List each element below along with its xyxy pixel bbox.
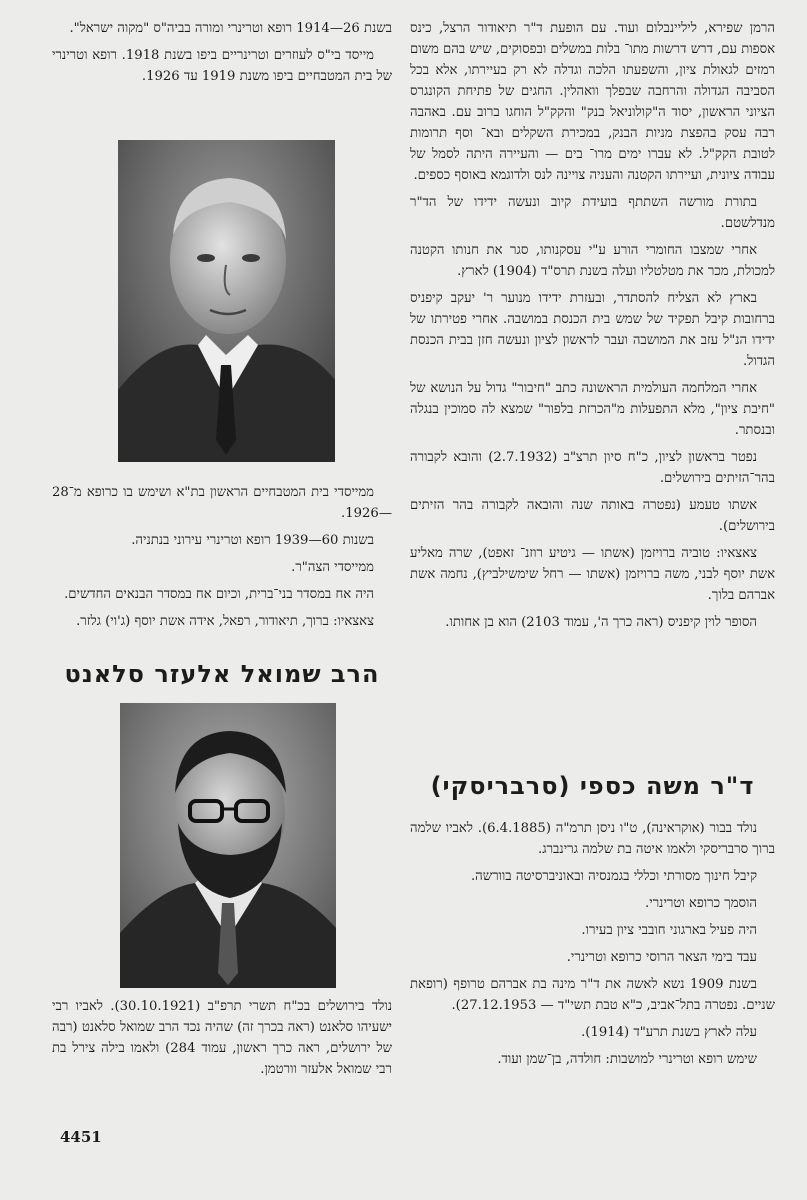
paragraph: נולד בבור (אוקראינה), ט"ו ניסן תרמ"ה (6.4.1885). לאביו שלמה ברוך סרבריסקי ולאמו איטה בת שלמה גרינברג. xyxy=(410,821,775,857)
paragraph: היה פעיל בארגוני חובבי ציון בעירו. xyxy=(581,923,757,938)
paragraph: בשנת 26—1914 רופא וטרינרי ומורה בביה"ס "מקוה ישראל". xyxy=(69,21,392,36)
paragraph: נפטר בראשון לציון, כ"ח סיון תרצ"ב (2.7.1932) והובא לקבורה בהר־הזיתים בירושלים. xyxy=(410,450,775,486)
paragraph: עלה לארץ בשנת תרע"ד (1914). xyxy=(581,1025,757,1040)
paragraph: בארץ לא הצליח להסתדר, ובעזרת ידידו מנוער ר' יעקב קיפניס ברחובות קיבל תפקיד של שמש בית הכנסת במושבה. אחרי פטירתו של ידידו הנ"ל עזב את המושבה ועבר לראשון לציון ונעשה חזן בבית הכנסת הגדול. xyxy=(410,291,775,369)
paragraph: שימש רופא וטרינרי למושבות: חולדה, בן־שמן ועוד. xyxy=(497,1052,757,1067)
paragraph: ממייסדי בית המטבחיים הראשון בת"א ושימש בו כרופא מ־28—1926. xyxy=(52,485,392,521)
paragraph: מייסד בי"ס לעוזרים וטרינריים ביפו בשנת 1918. רופא וטרינרי של בית המטבחיים ביפו משנת 1919 עד 1926. xyxy=(52,48,392,84)
paragraph: אחרי שמצבו החומרי הורע ע"י עסקנותו, סגר את חנותו הקטנה למכולת, מכר את מטלטליו ועלה בשנת תרס"ד (1904) לארץ. xyxy=(410,243,775,279)
paragraph: קיבל חינוך מסורתי וכללי בגמנסיה ובאוניברסיטה בוורשה. xyxy=(470,869,757,884)
portrait-photo-salant xyxy=(120,703,336,988)
left-column-middle xyxy=(52,482,392,638)
paragraph: הוסמך כרופא וטרינרי. xyxy=(645,896,757,911)
left-column-bottom xyxy=(52,996,392,1086)
left-column-top xyxy=(52,18,392,93)
paragraph: היה אח במסדר בני־ברית, וכיום אח במסדר הבנאים החדשים. xyxy=(64,587,374,602)
paragraph: נולד בירושלים בכ"ח תשרי תרפ"ב (30.10.1921). לאביו רבי ישעיהו סלאנט (ראה בכרך זה) שהיה נכד הרב שמואל סלאנט (רבה של ירושלים, ראה כרך ראשון, עמוד 284) ולאמו בילה צירל בת רבי שמואל אלעזר וורטמן. xyxy=(52,999,392,1077)
paragraph: צאצאיו: טוביה ברויזמן (אשתו — גיטיע רוזנ־ זאפט), שרה מאליע אשת יוסף לבני, משה ברויזמן (אשתו — רחל שימשילביץ), נחמה אשת אברהם בלוך. xyxy=(410,546,775,603)
paragraph: אחרי המלחמה העולמית הראשונה כתב "חיבור" גדול על הנושא של "חיבת ציון", מלא התפעלות מ"הכרזת בלפור" שמצא לה סמוכין בנגלה ובנסתר. xyxy=(410,381,775,438)
section-title-salant: הרב שמואל אלעזר סלאנט xyxy=(64,660,380,688)
paragraph: הסופר לוין קיפניס (ראה כרך ה', עמוד 2103) הוא בן אחותו. xyxy=(445,615,757,630)
paragraph: ממייסדי הצה"ר. xyxy=(291,560,374,575)
paragraph: הרמן שפירא, ליליינבלום ועוד. עם הופעת ד"ר תיאודור הרצל, כינס אספות עם, דרש דרשות מתו־ בלות במשלים ובפסוקים, שיש בהם משום רמזים לגאולת ציון, והשפעתו הלכה וגדלה לא רק בעיירתו, אלא בכל הסביבה הגדולה והרחבה שבפלך וואהלין. החגים של פתיחת הקונגרס הציוני הראשון, יסוד ה"קולוניאל בנק" והקק"ל הוחגו ברוב עם. באהבה רבה עסק בהפצת מניות הבנק, במכירת השקלים ובא־ וסף תרומות לטובת הקק"ל. לא עברו ימים מרו־ בים — והעיירה היתה לסמל של עבודה ציונית, ועיירתו הקטנה והעניה צויינה לנס ולדוגמא באוסף כספים. xyxy=(410,21,775,183)
portrait-photo-caspi xyxy=(118,140,335,462)
page-number: 4451 xyxy=(60,1128,102,1146)
paragraph: בשנות 60—1939 רופא וטרינרי עירוני בנתניה. xyxy=(131,533,374,548)
paragraph: צאצאיו: ברוך, תיאודור, רפאל, אידה אשת יוסף (ג'וי) גלזר. xyxy=(76,614,374,629)
section-title-caspi: ד"ר משה כספי (סרבריסקי) xyxy=(430,772,755,800)
paragraph: אשתו טעמע (נפטרה באותה שנה והובאה לקבורה בהר הזיתים בירושלים). xyxy=(410,498,775,534)
paragraph: בשנת 1909 נשא לאשה את ד"ר מינה בת אברהם טרופף (רופאת שניים. נפטרה בתל־אביב, כ"א טבת תשי"ד — 27.12.1953). xyxy=(410,977,775,1013)
right-column-top xyxy=(410,18,775,639)
paragraph: בתורת מורשה השתתף בועידת קיוב ונעשה ידידו של הד"ר מנדלשטם. xyxy=(410,195,775,231)
paragraph: עבד בימי הצאר הרוסי כרופא וטרינרי. xyxy=(566,950,757,965)
right-column-bottom xyxy=(410,818,775,1076)
